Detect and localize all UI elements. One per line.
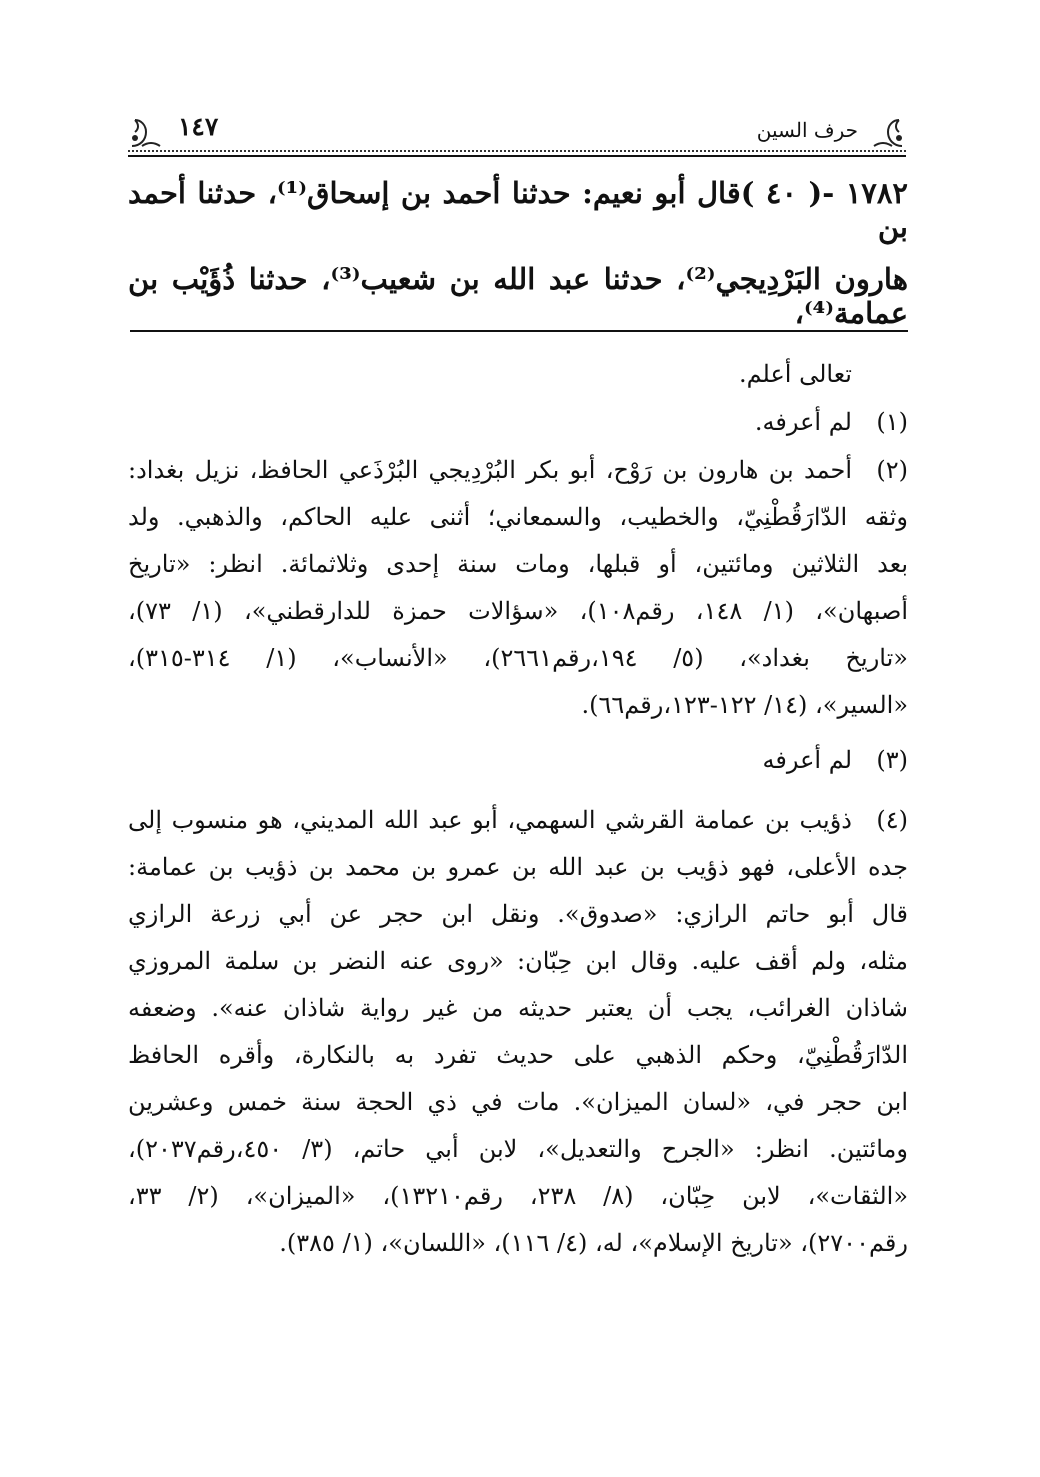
footnote-separator <box>130 330 908 332</box>
footnote-line: رقم٢٧٠٠)، «تاريخ الإسلام»، له، (٤/ ١١٦)، «اللسان»، (١/ ٣٨٥). <box>279 1229 908 1257</box>
footnote-line: «تاريخ بغداد»، (٥/ ١٩٤،رقم٢٦٦١)، «الأنساب»، (١/ ٣١٤-٣١٥)، <box>128 644 908 672</box>
footnote-line: جده الأعلى، فهو ذؤيب بن عبد الله بن عمرو بن محمد بن ذؤيب بن عمامة: <box>128 853 908 881</box>
header-rule <box>128 155 906 157</box>
footnote-number: (٣) <box>876 746 908 774</box>
header-dotted-rule <box>128 150 906 152</box>
header-ornament-icon <box>866 116 906 150</box>
footnote-line: ومائتين. انظر: «الجرح والتعديل»، لابن أبي حاتم، (٣/ ٤٥٠،رقم٢٠٣٧)، <box>128 1135 908 1163</box>
page-number: ١٤٧ <box>178 112 219 141</box>
footnote-line: ابن حجر في، «لسان الميزان». مات في ذي الحجة سنة خمس وعشرين <box>128 1088 908 1116</box>
footnote-line: تعالى أعلم. <box>738 360 852 388</box>
header-ornament-icon <box>128 116 168 150</box>
footnote-number: (٢) <box>876 456 908 484</box>
footnote-line: لم أعرفه <box>762 746 852 774</box>
footnote-line: أصبهان»، (١/ ١٤٨، رقم١٠٨)، «سؤالات حمزة للدارقطني»، (١/ ٧٣)، <box>128 597 909 625</box>
footnote-3 <box>128 746 908 786</box>
footnote-line: شاذان الغرائب، يجب أن يعتبر حديثه من غير رواية شاذان عنه». وضعفه <box>128 994 908 1022</box>
footnote-4 <box>128 806 908 1306</box>
footnote-line: بعد الثلاثين ومائتين، أو قبلها، ومات سنة إحدى وثلاثمائة. انظر: «تاريخ <box>128 550 908 578</box>
footnote-line: «الثقات»، لابن حِبّان، (٨/ ٢٣٨، رقم١٣٢١٠)، «الميزان»، (٢/ ٣٣، <box>128 1182 909 1210</box>
footnote-line: مثله، ولم أقف عليه. وقال ابن حِبّان: «روى عنه النضر بن سلمة المروزي <box>128 947 908 975</box>
main-text-line: ١٧٨٢ -( ٤٠ )قال أبو نعيم: حدثنا أحمد بن إسحاق⁽¹⁾، حدثنا أحمد بن <box>128 176 909 244</box>
footnote-line: الدّارَقُطْنِيّ، وحكم الذهبي على حديث تفرد به بالنكارة، وأقره الحافظ <box>128 1041 908 1069</box>
footnote-1 <box>128 408 908 448</box>
footnote-continuation <box>128 360 908 400</box>
footnote-line: ذؤيب بن عمامة القرشي السهمي، أبو عبد الله المديني، هو منسوب إلى <box>128 806 852 834</box>
footnote-line: أحمد بن هارون بن رَوْح، أبو بكر البُرْدِيجي البُرْذَعي الحافظ، نزيل بغداد: <box>128 456 852 484</box>
footnote-number: (٤) <box>876 806 908 834</box>
footnote-2 <box>128 456 908 736</box>
footnote-line: قال أبو حاتم الرازي: «صدوق». ونقل ابن حجر عن أبي زرعة الرازي <box>128 900 908 928</box>
footnote-line: «السير»، (١٤/ ١٢٢-١٢٣،رقم٦٦). <box>581 691 908 719</box>
footnote-number: (١) <box>876 408 908 436</box>
section-title: حرف السين <box>756 118 858 142</box>
main-text-line: هارون البَرْدِيجي⁽²⁾، حدثنا عبد الله بن شعيب⁽³⁾، حدثنا ذُؤَيْب بن عمامة⁽⁴⁾، <box>128 262 908 330</box>
footnote-line: لم أعرفه. <box>754 408 852 436</box>
footnote-line: وثقه الدّارَقُطْنِيّ، والخطيب، والسمعاني؛ أثنى عليه الحاكم، والذهبي. ولد <box>128 503 908 531</box>
